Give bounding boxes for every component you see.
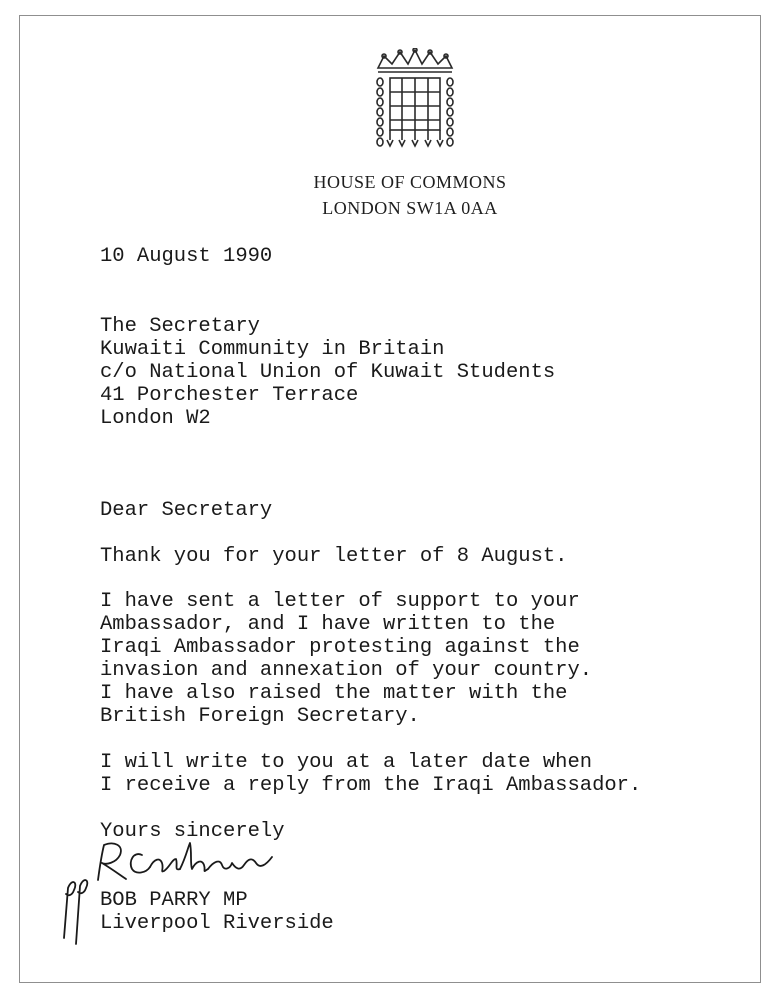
signatory-name: BOB PARRY MP xyxy=(100,889,248,912)
body-paragraph-3-line-2: I receive a reply from the Iraqi Ambassador. xyxy=(100,774,642,797)
recipient-line-5: London W2 xyxy=(100,407,211,430)
recipient-line-4: 41 Porchester Terrace xyxy=(100,384,359,407)
body-paragraph-2-line-6: British Foreign Secretary. xyxy=(100,705,420,728)
closing: Yours sincerely xyxy=(100,820,285,843)
body-paragraph-2-line-4: invasion and annexation of your country. xyxy=(100,659,593,682)
pp-handwritten-mark-icon xyxy=(56,868,90,948)
letterhead-institution: HOUSE OF COMMONS xyxy=(313,172,507,192)
portcullis-crest-icon xyxy=(370,48,460,158)
letterhead-address: LONDON SW1A 0AA xyxy=(322,198,498,218)
letter-date: 10 August 1990 xyxy=(100,245,273,268)
body-paragraph-3-line-1: I will write to you at a later date when xyxy=(100,751,593,774)
handwritten-signature-icon xyxy=(90,835,280,895)
body-paragraph-2-line-2: Ambassador, and I have written to the xyxy=(100,613,556,636)
signatory-constituency: Liverpool Riverside xyxy=(100,912,334,935)
salutation: Dear Secretary xyxy=(100,499,273,522)
body-paragraph-2-line-5: I have also raised the matter with the xyxy=(100,682,568,705)
body-paragraph-2-line-1: I have sent a letter of support to your xyxy=(100,590,580,613)
body-paragraph-2-line-3: Iraqi Ambassador protesting against the xyxy=(100,636,580,659)
recipient-line-1: The Secretary xyxy=(100,315,260,338)
recipient-line-3: c/o National Union of Kuwait Students xyxy=(100,361,556,384)
recipient-line-2: Kuwaiti Community in Britain xyxy=(100,338,445,361)
body-paragraph-1: Thank you for your letter of 8 August. xyxy=(100,545,568,568)
